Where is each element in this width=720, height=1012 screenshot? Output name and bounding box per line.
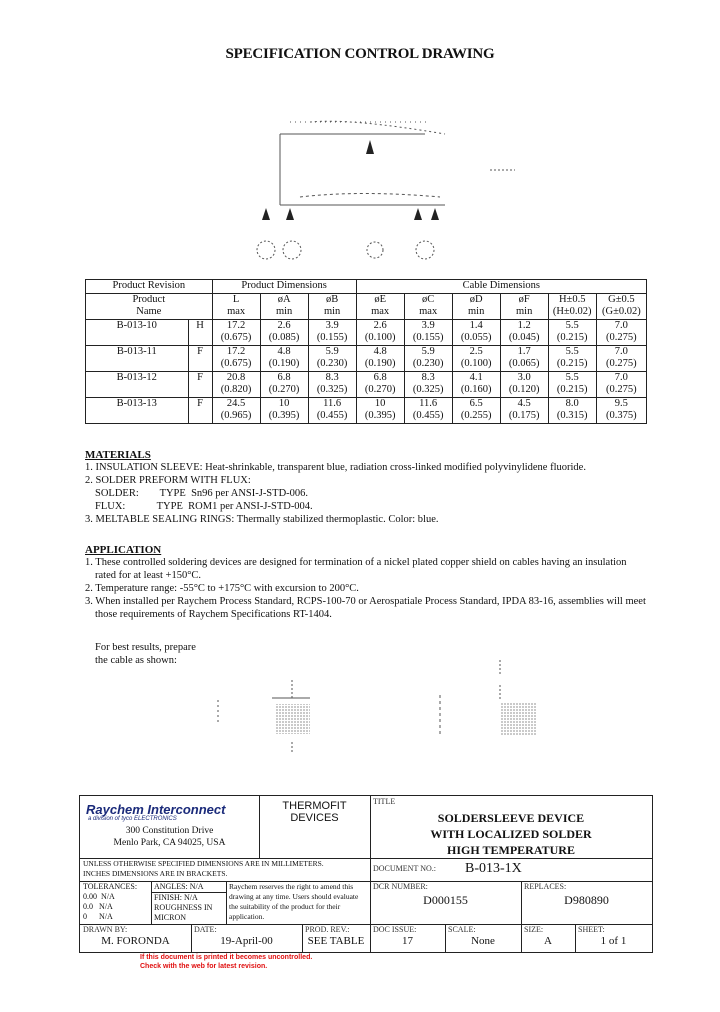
prod-rev-cell: PROD. REV.: SEE TABLE	[302, 924, 371, 952]
scale: None	[471, 935, 495, 947]
document-number-cell: DOCUMENT NO.: B-013-1X	[370, 858, 652, 882]
inch-value-cell: (0.275)	[596, 332, 646, 345]
mm-value-cell: 2.6	[356, 319, 404, 332]
mm-value-cell: 3.0	[500, 371, 548, 384]
dimensions-table	[85, 279, 647, 424]
mm-value-cell: 4.8	[260, 345, 308, 358]
inch-value-cell: (0.190)	[356, 358, 404, 371]
group-header-product-dimensions: Product Dimensions	[212, 280, 356, 294]
col-header: øB min	[308, 293, 356, 319]
inch-value-cell: (0.270)	[260, 384, 308, 397]
col-header: øE max	[356, 293, 404, 319]
col-header: øC max	[404, 293, 452, 319]
product-family-cell: THERMOFIT DEVICES	[259, 796, 371, 859]
revision-cell: F	[188, 371, 212, 397]
col-header: G±0.5 (G±0.02)	[596, 293, 646, 319]
drawn-by-cell: DRAWN BY: M. FORONDA	[80, 924, 192, 952]
inch-value-cell: (0.395)	[260, 410, 308, 423]
size-cell: SIZE: A	[521, 924, 576, 952]
revision-cell: F	[188, 345, 212, 371]
inch-value-cell: (0.275)	[596, 358, 646, 371]
mm-value-cell: 8.3	[308, 371, 356, 384]
col-header: L max	[212, 293, 260, 319]
doc-issue: 17	[402, 935, 413, 947]
company-address-1: 300 Constitution Drive	[125, 826, 214, 836]
application-line: 3. When installed per Raychem Process Standard, RCPS-100-70 or Aerospatiale Process Standard, IPDA 83-16, assemblies will meet	[85, 596, 646, 607]
group-header-product-revision: Product Revision	[86, 280, 213, 294]
mm-value-cell: 24.5	[212, 397, 260, 410]
application-section	[85, 544, 665, 621]
inch-value-cell: (0.215)	[548, 358, 596, 371]
inch-value-cell: (0.175)	[500, 410, 548, 423]
inch-value-cell: (0.965)	[212, 410, 260, 423]
inch-value-cell: (0.255)	[452, 410, 500, 423]
inch-value-cell: (0.120)	[500, 384, 548, 397]
inch-value-cell: (0.190)	[260, 358, 308, 371]
mm-value-cell: 11.6	[404, 397, 452, 410]
scale-cell: SCALE: None	[445, 924, 522, 952]
mm-value-cell: 7.0	[596, 371, 646, 384]
mm-value-cell: 6.8	[356, 371, 404, 384]
table-row	[86, 371, 647, 384]
col-header: øF min	[500, 293, 548, 319]
inch-value-cell: (0.085)	[260, 332, 308, 345]
application-line: 2. Temperature range: -55°C to +175°C with excursion to 200°C.	[85, 583, 359, 594]
cable-prep-drawing	[210, 640, 550, 760]
application-heading: APPLICATION	[85, 544, 162, 556]
inch-value-cell: (0.455)	[308, 410, 356, 423]
date: 19-April-00	[220, 935, 273, 947]
inch-value-cell: (0.675)	[212, 358, 260, 371]
uncontrolled-warning: If this document is printed it becomes uncontrolled. Check with the web for latest revision.	[140, 954, 313, 970]
mm-value-cell: 5.5	[548, 345, 596, 358]
application-line: those requirements of Raychem Specifications RT-1404.	[95, 609, 332, 620]
inch-value-cell: (0.455)	[404, 410, 452, 423]
col-header: H±0.5 (H±0.02)	[548, 293, 596, 319]
mm-value-cell: 20.8	[212, 371, 260, 384]
mm-value-cell: 8.3	[404, 371, 452, 384]
company-logo: Raychem Interconnect	[86, 802, 226, 817]
mm-value-cell: 9.5	[596, 397, 646, 410]
inch-value-cell: (0.045)	[500, 332, 548, 345]
table-header-row	[86, 293, 647, 319]
inch-value-cell: (0.065)	[500, 358, 548, 371]
mm-value-cell: 8.0	[548, 397, 596, 410]
materials-line: 2. SOLDER PREFORM WITH FLUX:	[85, 475, 251, 486]
inch-value-cell: (0.155)	[404, 332, 452, 345]
mm-value-cell: 2.5	[452, 345, 500, 358]
mm-value-cell: 1.7	[500, 345, 548, 358]
group-header-cable-dimensions: Cable Dimensions	[356, 280, 646, 294]
company-address-2: Menlo Park, CA 94025, USA	[113, 838, 226, 848]
materials-line: 3. MELTABLE SEALING RINGS: Thermally stabilized thermoplastic. Color: blue.	[85, 514, 439, 525]
disclaimer-cell: Raychem reserves the right to amend this drawing at any time. Users should evaluate the suitability of the product for their application.	[226, 881, 371, 925]
mm-value-cell: 10	[356, 397, 404, 410]
title-block	[79, 795, 653, 953]
inch-value-cell: (0.230)	[308, 358, 356, 371]
mm-value-cell: 1.2	[500, 319, 548, 332]
dcr-cell: DCR NUMBER: D000155	[370, 881, 522, 925]
inch-value-cell: (0.375)	[596, 410, 646, 423]
mm-value-cell: 11.6	[308, 397, 356, 410]
inch-value-cell: (0.270)	[356, 384, 404, 397]
sheet: 1 of 1	[600, 935, 627, 947]
mm-value-cell: 7.0	[596, 345, 646, 358]
doc-issue-cell: DOC ISSUE: 17	[370, 924, 446, 952]
inch-value-cell: (0.395)	[356, 410, 404, 423]
table-row	[86, 397, 647, 410]
dcr-number: D000155	[423, 893, 468, 907]
inch-value-cell: (0.055)	[452, 332, 500, 345]
document-number: B-013-1X	[465, 861, 522, 876]
inch-value-cell: (0.315)	[548, 410, 596, 423]
materials-line: SOLDER: TYPE Sn96 per ANSI-J-STD-006.	[95, 488, 309, 499]
sheet-cell: SHEET: 1 of 1	[575, 924, 652, 952]
inch-value-cell: (0.100)	[356, 332, 404, 345]
mm-value-cell: 17.2	[212, 319, 260, 332]
size: A	[544, 935, 552, 947]
col-header: øA min	[260, 293, 308, 319]
product-name-cell: B-013-10	[86, 319, 189, 345]
product-name-cell: B-013-13	[86, 397, 189, 423]
revision-cell: H	[188, 319, 212, 345]
inch-value-cell: (0.820)	[212, 384, 260, 397]
table-row	[86, 319, 647, 332]
inch-value-cell: (0.675)	[212, 332, 260, 345]
inch-value-cell: (0.100)	[452, 358, 500, 371]
drawn-by: M. FORONDA	[101, 935, 170, 947]
table-row	[86, 345, 647, 358]
materials-line: 1. INSULATION SLEEVE: Heat-shrinkable, transparent blue, radiation cross-linked modified polyvinylidene fluoride.	[85, 462, 586, 473]
angles-cell: ANGLES: N/A FINISH: N/A ROUGHNESS IN MICRON	[151, 881, 227, 925]
date-cell: DATE: 19-April-00	[191, 924, 303, 952]
mm-value-cell: 5.9	[404, 345, 452, 358]
mm-value-cell: 5.9	[308, 345, 356, 358]
inch-value-cell: (0.325)	[404, 384, 452, 397]
materials-section	[85, 449, 645, 526]
mm-value-cell: 4.1	[452, 371, 500, 384]
materials-heading: MATERIALS	[85, 449, 151, 461]
product-name-cell: B-013-11	[86, 345, 189, 371]
company-division: a division of tyco ELECTRONICS	[88, 816, 177, 822]
application-line: rated for at least +150°C.	[95, 570, 202, 581]
mm-value-cell: 17.2	[212, 345, 260, 358]
mm-value-cell: 2.6	[260, 319, 308, 332]
revision-cell: F	[188, 397, 212, 423]
page-title: SPECIFICATION CONTROL DRAWING	[225, 46, 495, 62]
product-name-cell: B-013-12	[86, 371, 189, 397]
company-cell	[80, 796, 260, 859]
mm-value-cell: 6.8	[260, 371, 308, 384]
cable-prep-note: For best results, prepare the cable as shown:	[95, 642, 196, 666]
document-title: SOLDERSLEEVE DEVICE WITH LOCALIZED SOLDER HIGH TEMPERATURE	[430, 811, 592, 857]
col-header: Product Name	[86, 293, 213, 319]
inch-value-cell: (0.215)	[548, 332, 596, 345]
mm-value-cell: 3.9	[404, 319, 452, 332]
materials-line: FLUX: TYPE ROM1 per ANSI-J-STD-004.	[95, 501, 313, 512]
inch-value-cell: (0.325)	[308, 384, 356, 397]
mm-value-cell: 4.5	[500, 397, 548, 410]
mm-value-cell: 3.9	[308, 319, 356, 332]
mm-value-cell: 5.5	[548, 319, 596, 332]
units-note: UNLESS OTHERWISE SPECIFIED DIMENSIONS ARE IN MILLIMETERS. INCHES DIMENSIONS ARE IN BRACKETS.	[80, 858, 371, 882]
replaces-number: D980890	[564, 893, 609, 907]
replaces-cell: REPLACES: D980890	[521, 881, 652, 925]
application-line: 1. These controlled soldering devices are designed for termination of a nickel plated copper shield on cables having an insulation	[85, 557, 627, 568]
mm-value-cell: 10	[260, 397, 308, 410]
prod-rev: SEE TABLE	[307, 935, 365, 947]
inch-value-cell: (0.155)	[308, 332, 356, 345]
mm-value-cell: 6.5	[452, 397, 500, 410]
mm-value-cell: 5.5	[548, 371, 596, 384]
tolerances-cell: TOLERANCES: 0.00 N/A 0.0 N/A 0 N/A	[80, 881, 152, 925]
product-drawing	[180, 62, 540, 272]
mm-value-cell: 7.0	[596, 319, 646, 332]
table-group-header-row	[86, 280, 647, 294]
title-cell: TITLE SOLDERSLEEVE DEVICE WITH LOCALIZED SOLDER HIGH TEMPERATURE	[370, 796, 652, 859]
inch-value-cell: (0.230)	[404, 358, 452, 371]
col-header: øD min	[452, 293, 500, 319]
inch-value-cell: (0.160)	[452, 384, 500, 397]
inch-value-cell: (0.275)	[596, 384, 646, 397]
inch-value-cell: (0.215)	[548, 384, 596, 397]
mm-value-cell: 1.4	[452, 319, 500, 332]
mm-value-cell: 4.8	[356, 345, 404, 358]
